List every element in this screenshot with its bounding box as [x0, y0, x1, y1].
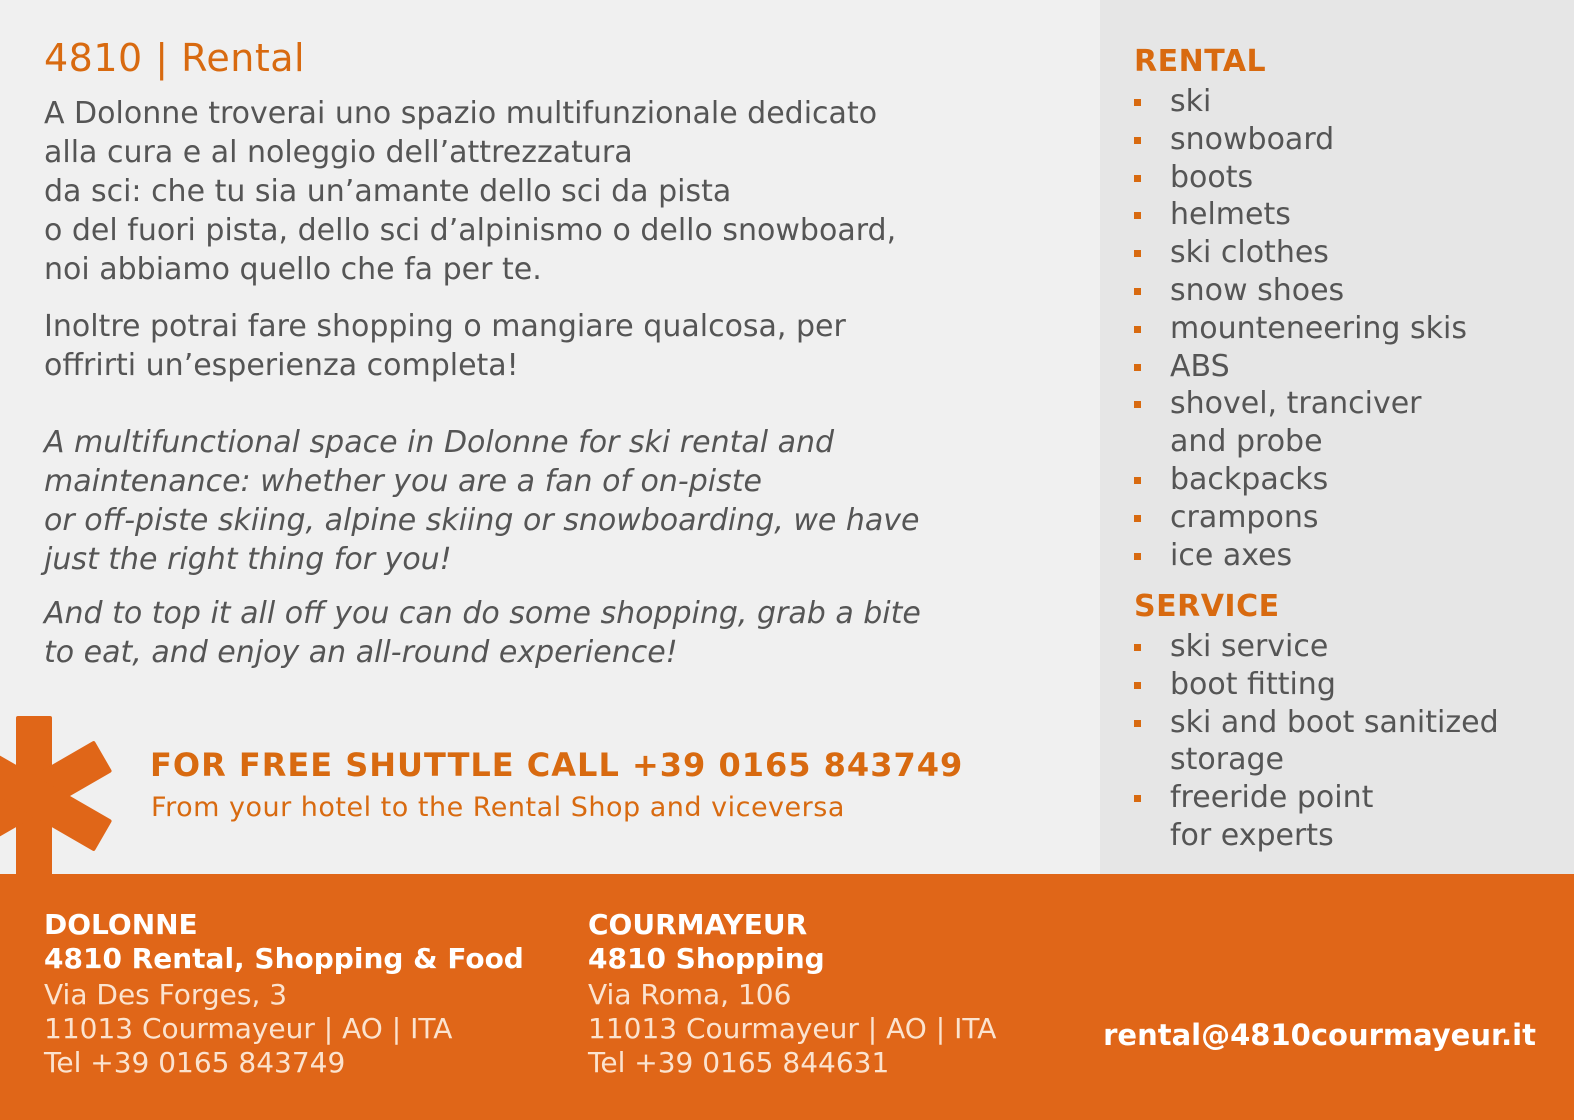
- square-bullet-icon: [1134, 326, 1141, 333]
- location-name: DOLONNE: [44, 908, 198, 941]
- list-item-continuation: [1134, 817, 1499, 855]
- list-item-continuation: [1134, 423, 1467, 461]
- text-line: or off-piste skiing, alpine skiing or snowboarding, we have: [44, 503, 920, 538]
- list-item: [1134, 159, 1467, 197]
- text-line: noi abbiamo quello che fa per te.: [44, 252, 542, 287]
- square-bullet-icon: [1134, 212, 1141, 219]
- list-item: [1134, 272, 1467, 310]
- square-bullet-icon: [1134, 364, 1141, 371]
- text-line: o del fuori pista, dello sci d’alpinismo o dello snowboard,: [44, 213, 897, 248]
- list-item-label: ski clothes: [1170, 235, 1329, 271]
- postal-address: 11013 Courmayeur | AO | ITA: [44, 1012, 453, 1045]
- service-heading: SERVICE: [1134, 589, 1280, 624]
- rental-heading: RENTAL: [1134, 44, 1267, 79]
- text-line: maintenance: whether you are a fan of on-piste: [44, 464, 762, 499]
- square-bullet-icon: [1134, 137, 1141, 144]
- list-item: [1134, 779, 1499, 817]
- english-paragraph-2: [44, 594, 1084, 672]
- postal-address: 11013 Courmayeur | AO | ITA: [588, 1012, 997, 1045]
- email-address: rental@4810courmayeur.it: [1103, 1018, 1536, 1052]
- list-item-label: ski: [1170, 84, 1212, 119]
- list-item: [1134, 461, 1467, 499]
- text-line: Inoltre potrai fare shopping o mangiare qualcosa, per: [44, 309, 846, 344]
- square-bullet-icon: [1134, 401, 1141, 408]
- list-item: [1134, 499, 1467, 537]
- shuttle-call-text: FOR FREE SHUTTLE CALL +39 0165 843749: [150, 746, 964, 784]
- square-bullet-icon: [1134, 720, 1141, 727]
- text-line: A multifunctional space in Dolonne for ski rental and: [44, 425, 835, 460]
- list-item: [1134, 537, 1467, 575]
- shuttle-subtitle: From your hotel to the Rental Shop and viceversa: [151, 792, 845, 823]
- list-item: [1134, 121, 1467, 159]
- list-item: [1134, 310, 1467, 348]
- list-item-label: for experts: [1170, 817, 1334, 853]
- phone-number: Tel +39 0165 844631: [588, 1046, 890, 1079]
- list-item-label: freeride point: [1170, 780, 1374, 816]
- square-bullet-icon: [1134, 553, 1141, 560]
- square-bullet-icon: [1134, 795, 1141, 802]
- list-item-label: helmets: [1170, 197, 1291, 233]
- text-line: offrirti un’esperienza completa!: [44, 348, 519, 383]
- list-item-label: backpacks: [1170, 461, 1329, 497]
- list-item-label: ski and boot sanitized: [1170, 704, 1499, 740]
- business-name: 4810 Rental, Shopping & Food: [44, 942, 524, 975]
- list-item: [1134, 196, 1467, 234]
- list-item-label: shovel, tranciver: [1170, 386, 1422, 422]
- list-item-label: ski service: [1170, 629, 1329, 664]
- list-item-label: and probe: [1170, 424, 1323, 460]
- square-bullet-icon: [1134, 515, 1141, 522]
- square-bullet-icon: [1134, 99, 1141, 106]
- location-name: COURMAYEUR: [588, 908, 808, 941]
- address-dolonne: [44, 908, 524, 1080]
- footer-band: [0, 874, 1574, 1120]
- list-item-label: boots: [1170, 159, 1254, 195]
- card-title: 4810 | Rental: [44, 36, 306, 80]
- text-line: just the right thing for you!: [44, 542, 452, 577]
- list-item: [1134, 628, 1499, 666]
- list-item: [1134, 234, 1467, 272]
- list-item-continuation: [1134, 741, 1499, 779]
- address-courmayeur: [588, 908, 996, 1080]
- text-line: to eat, and enjoy an all-round experience!: [44, 635, 678, 670]
- text-line: And to top it all off you can do some shopping, grab a bite: [44, 596, 921, 631]
- square-bullet-icon: [1134, 682, 1141, 689]
- orange-asterisk-icon: [0, 716, 120, 876]
- italian-paragraph-2: [44, 307, 1084, 385]
- list-item-label: storage: [1170, 742, 1284, 778]
- list-item-label: ABS: [1170, 348, 1230, 384]
- text-line: da sci: che tu sia un’amante dello sci da pista: [44, 174, 732, 209]
- list-item-label: snow shoes: [1170, 272, 1345, 308]
- list-item: [1134, 348, 1467, 386]
- list-item: [1134, 704, 1499, 742]
- list-item-label: ice axes: [1170, 537, 1293, 573]
- square-bullet-icon: [1134, 175, 1141, 182]
- list-item-label: snowboard: [1170, 121, 1335, 157]
- text-line: alla cura e al noleggio dell’attrezzatura: [44, 135, 633, 170]
- service-list: [1134, 628, 1499, 855]
- list-item: [1134, 83, 1467, 121]
- phone-number: Tel +39 0165 843749: [44, 1046, 346, 1079]
- square-bullet-icon: [1134, 644, 1141, 651]
- list-item-label: boot fitting: [1170, 666, 1336, 702]
- square-bullet-icon: [1134, 288, 1141, 295]
- list-item-label: crampons: [1170, 499, 1319, 535]
- rental-list: [1134, 83, 1467, 574]
- square-bullet-icon: [1134, 477, 1141, 484]
- street-address: Via Roma, 106: [588, 978, 792, 1011]
- list-item: [1134, 666, 1499, 704]
- text-line: A Dolonne troverai uno spazio multifunzionale dedicato: [44, 96, 878, 131]
- list-item-label: mounteneering skis: [1170, 310, 1467, 346]
- business-name: 4810 Shopping: [588, 942, 825, 975]
- english-paragraph-1: [44, 423, 1084, 579]
- italian-paragraph-1: [44, 94, 1084, 289]
- list-item: [1134, 385, 1467, 423]
- street-address: Via Des Forges, 3: [44, 978, 288, 1011]
- square-bullet-icon: [1134, 250, 1141, 257]
